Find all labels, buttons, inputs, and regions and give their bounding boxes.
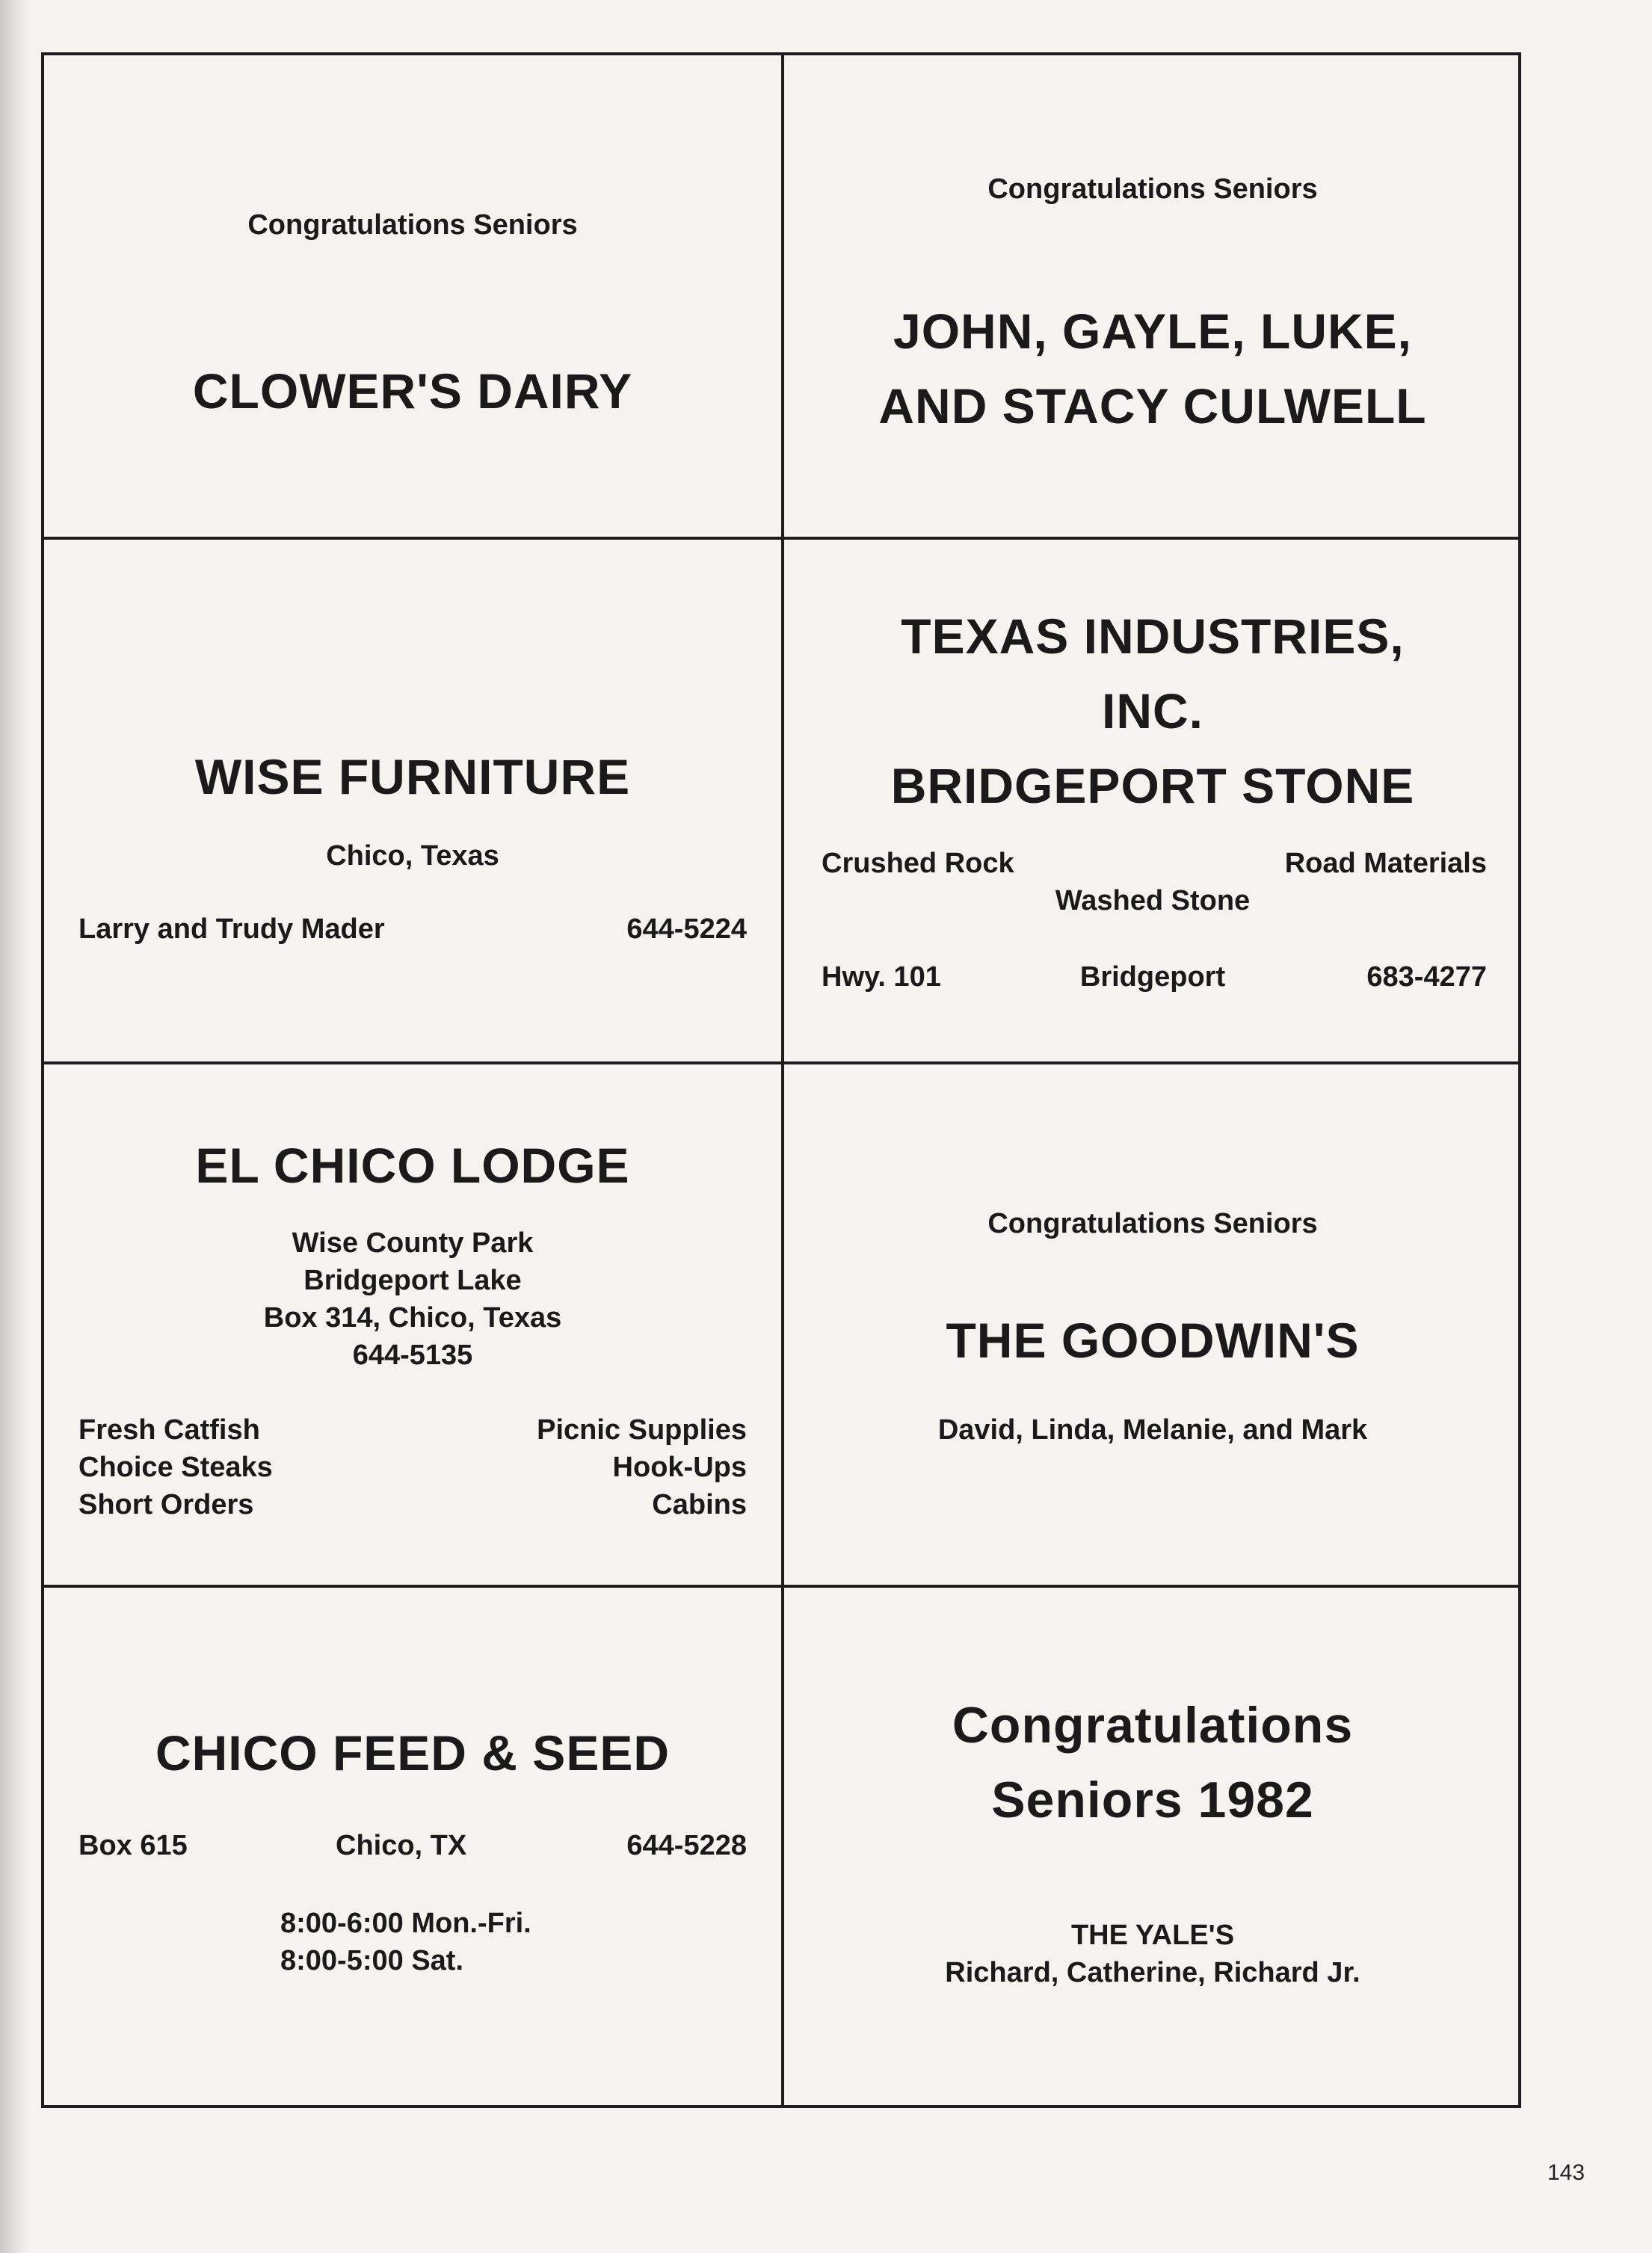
ad-product-crushed-rock: Crushed Rock: [822, 848, 1014, 879]
ad-family-members: Richard, Catherine, Richard Jr.: [945, 1957, 1360, 1988]
ad-business-name: CLOWER'S DAIRY: [192, 363, 633, 419]
ad-service-item: Picnic Supplies: [537, 1414, 747, 1446]
page-number: 143: [1547, 2160, 1585, 2185]
ad-product-road-materials: Road Materials: [1284, 848, 1487, 879]
ad-city: Chico, TX: [336, 1830, 467, 1861]
ad-box: Box 615: [78, 1830, 188, 1861]
ad-grid: [41, 52, 1521, 2108]
ad-tagline: Congratulations Seniors: [987, 1208, 1318, 1239]
ad-product-washed-stone: Washed Stone: [1055, 885, 1251, 916]
ad-texas-industries: [784, 540, 1521, 1064]
ad-business-name-line1: TEXAS INDUSTRIES,: [901, 608, 1405, 664]
ad-yale-family: [784, 1588, 1521, 2105]
ad-goodwin-family: [784, 1064, 1521, 1588]
ad-clowers-dairy: [44, 55, 784, 540]
ad-wise-furniture: [44, 540, 784, 1064]
ad-family-name: THE GOODWIN'S: [946, 1313, 1360, 1368]
ad-el-chico-lodge: [44, 1064, 784, 1588]
ad-location: Chico, Texas: [326, 840, 499, 872]
ad-phone: 644-5224: [626, 913, 747, 945]
ad-business-name: CHICO FEED & SEED: [155, 1725, 671, 1781]
ad-business-name-line2: INC.: [1102, 683, 1203, 739]
ad-family-name: THE YALE'S: [1070, 1920, 1235, 1951]
ad-headline-line1: Congratulations: [952, 1697, 1354, 1754]
ad-service-item: Fresh Catfish: [78, 1414, 260, 1446]
ad-highway: Hwy. 101: [822, 961, 941, 993]
ad-phone: 644-5228: [626, 1830, 747, 1861]
ad-tagline: Congratulations Seniors: [247, 209, 578, 241]
ad-culwell-family: [784, 55, 1521, 540]
ad-headline-line2: Seniors 1982: [991, 1772, 1314, 1828]
ad-tagline: Congratulations Seniors: [987, 173, 1318, 205]
ad-chico-feed-seed: [44, 1588, 784, 2105]
ad-service-item: Short Orders: [78, 1489, 254, 1520]
ad-family-members: David, Linda, Melanie, and Mark: [937, 1414, 1368, 1446]
ad-phone: 644-5135: [352, 1340, 473, 1371]
ad-business-name-line3: BRIDGEPORT STONE: [890, 758, 1415, 813]
ad-address-line: Box 314, Chico, Texas: [263, 1302, 562, 1334]
ad-family-name-line1: JOHN, GAYLE, LUKE,: [893, 303, 1413, 359]
ad-hours-line: 8:00-5:00 Sat.: [280, 1945, 464, 1976]
ad-phone: 683-4277: [1366, 961, 1487, 993]
ad-service-item: Choice Steaks: [78, 1452, 273, 1483]
ad-family-name-line2: AND STACY CULWELL: [878, 378, 1427, 434]
ad-service-item: Hook-Ups: [612, 1452, 747, 1483]
page-binding-shadow: [0, 0, 30, 2253]
ad-address-line: Wise County Park: [292, 1227, 534, 1259]
ad-address-line: Bridgeport Lake: [303, 1265, 522, 1296]
ad-service-item: Cabins: [652, 1489, 747, 1520]
ad-owners: Larry and Trudy Mader: [78, 913, 385, 945]
ad-hours-line: 8:00-6:00 Mon.-Fri.: [280, 1908, 531, 1939]
ad-business-name: WISE FURNITURE: [194, 749, 631, 804]
ad-city: Bridgeport: [1079, 961, 1226, 993]
ad-business-name: EL CHICO LODGE: [195, 1138, 630, 1193]
